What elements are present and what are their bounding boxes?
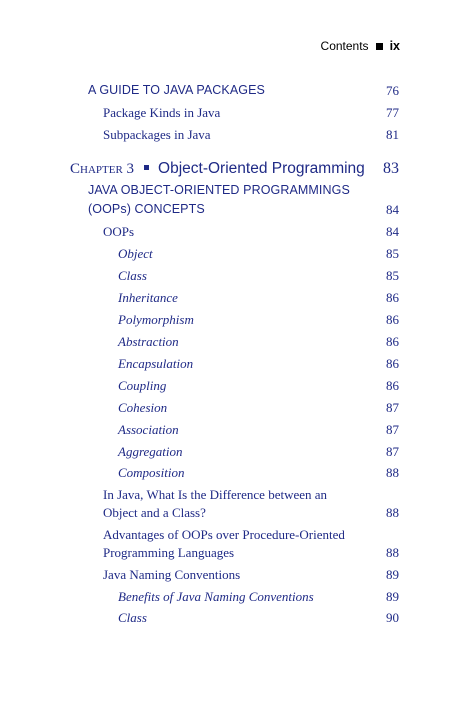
chapter-title: Object-Oriented Programming xyxy=(158,160,365,177)
toc-page: 88 xyxy=(386,545,399,560)
toc-title: Inheritance xyxy=(118,290,178,305)
toc-page: 86 xyxy=(386,312,399,327)
toc-title-line2: Object and a Class? xyxy=(103,505,206,520)
toc-title: Association xyxy=(118,422,179,437)
toc-title: Cohesion xyxy=(118,400,168,415)
toc-page: 89 xyxy=(386,589,399,604)
chapter-label: Chapter 3 xyxy=(70,161,135,177)
toc-title: Java Naming Conventions xyxy=(103,567,241,582)
toc-page: 86 xyxy=(386,378,399,393)
toc-page: 86 xyxy=(386,290,399,305)
toc-page: 89 xyxy=(386,567,399,582)
toc-page: 90 xyxy=(386,610,399,625)
toc-page: 87 xyxy=(386,422,399,437)
toc-title: OOPs xyxy=(103,224,135,239)
toc-title: Aggregation xyxy=(118,444,183,459)
toc-page: 76 xyxy=(386,83,399,98)
toc-page: 87 xyxy=(386,400,399,415)
toc-title-line1: Advantages of OOPs over Procedure-Oriented xyxy=(103,527,345,542)
toc-title-line1: In Java, What Is the Difference between an xyxy=(103,487,328,502)
toc-page: 83 xyxy=(383,160,399,177)
toc-page: 77 xyxy=(386,105,399,120)
toc-page: 87 xyxy=(386,444,399,459)
toc-page: 81 xyxy=(386,127,399,142)
header-label: Contents xyxy=(320,39,369,53)
header-page-number: ix xyxy=(389,39,400,53)
square-bullet-icon xyxy=(144,165,149,170)
toc-title: Object xyxy=(118,246,153,261)
toc-page: 85 xyxy=(386,268,399,283)
toc-page: 88 xyxy=(386,465,399,480)
toc-title: A GUIDE TO JAVA PACKAGES xyxy=(88,83,265,97)
toc-title: Composition xyxy=(118,465,185,480)
toc-page: 84 xyxy=(386,202,399,217)
toc-title: Benefits of Java Naming Conventions xyxy=(118,589,314,604)
toc-title: Package Kinds in Java xyxy=(103,105,221,120)
toc-title: Class xyxy=(118,268,147,283)
toc-title-line2: Programming Languages xyxy=(103,545,235,560)
square-bullet-icon xyxy=(376,43,383,50)
running-header xyxy=(321,39,400,53)
toc-title: Polymorphism xyxy=(118,312,194,327)
toc-page: 84 xyxy=(386,224,399,239)
toc-title: Encapsulation xyxy=(118,356,194,371)
toc-title-line2: (OOPs) CONCEPTS xyxy=(88,202,205,216)
toc-page: 88 xyxy=(386,505,399,520)
toc-page: 86 xyxy=(386,334,399,349)
toc-title-line1: JAVA OBJECT-ORIENTED PROGRAMMINGS xyxy=(88,183,350,197)
toc-title: Abstraction xyxy=(118,334,179,349)
toc-title: Class xyxy=(118,610,147,625)
toc-title: Coupling xyxy=(118,378,167,393)
toc-title: Subpackages in Java xyxy=(103,127,211,142)
toc-page: 85 xyxy=(386,246,399,261)
toc-page: 86 xyxy=(386,356,399,371)
